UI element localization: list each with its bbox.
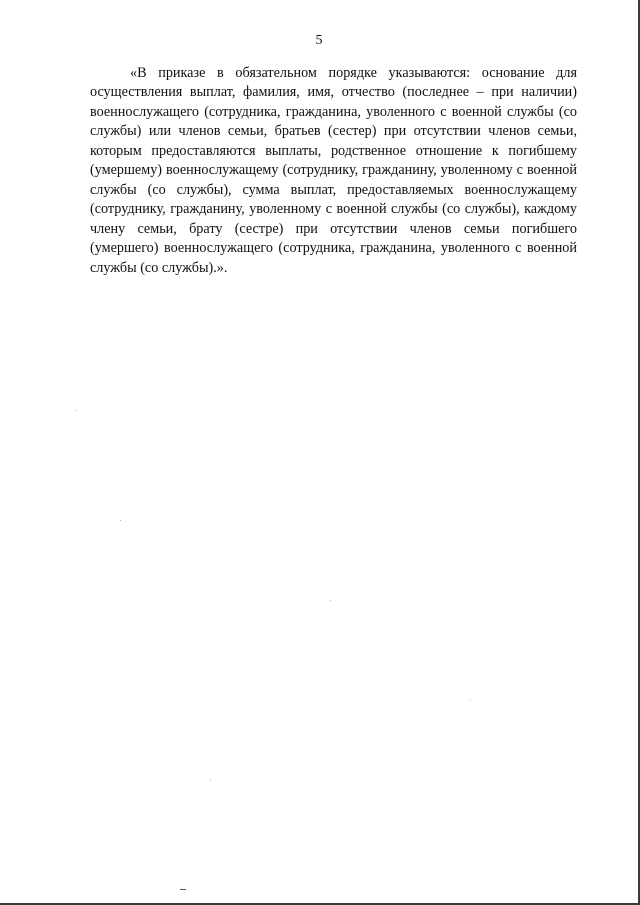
page-number: 5 [315, 33, 323, 48]
scan-speck [470, 700, 471, 701]
scan-mark [180, 889, 186, 890]
scan-speck [330, 600, 331, 601]
body-paragraph: «В приказе в обязательном порядке указываются: основание для осуществления выплат, фамилия, имя, отчество (последнее – при наличии) военнослужащего (сотрудника, гражданина, уволенного с военной службы (со службы) или членов семьи, братьев (сестер) при отсутствии членов семьи, которым предоставляются выплаты, родственное отношение к погибшему (умершему) военнослужащему (сотруднику, гражданину, уволенному с военной службы (со службы), сумма выплат, предоставляемых военнослужащему (сотруднику, гражданину, уволенному с военной службы (со службы), каждому члену семьи, брату (сестре) при отсутствии членов семьи погибшего (умершего) военнослужащего (сотрудника, гражданина, уволенного с военной службы (со службы).». [90, 65, 577, 276]
scan-speck [120, 520, 121, 521]
scan-speck [210, 780, 211, 781]
scan-speck [75, 410, 76, 411]
